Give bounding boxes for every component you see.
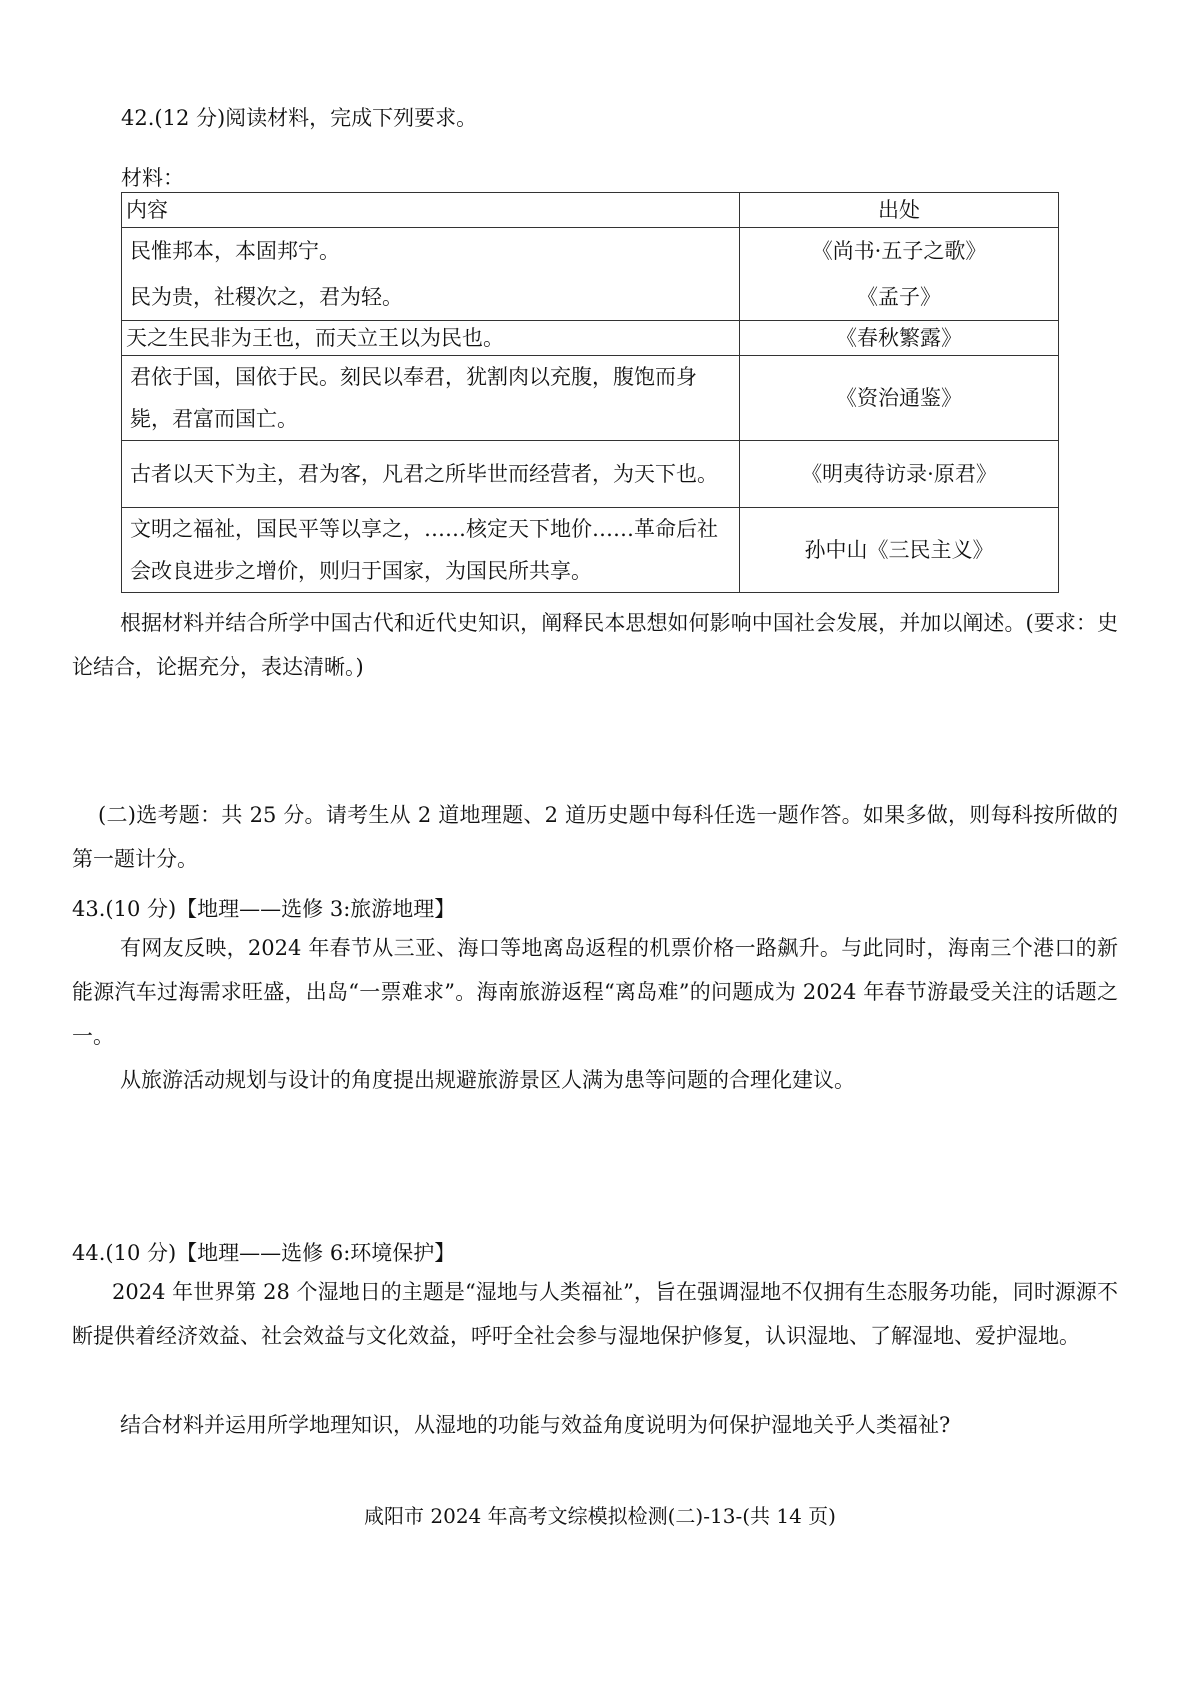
section2-intro: (二)选考题：共 25 分。请考生从 2 道地理题、2 道历史题中每科任选一题作答。如果多做，则每科按所做的第一题计分。	[72, 803, 1118, 871]
material-label: 材料：	[121, 166, 184, 190]
quote-text: 民为贵，社稷次之，君为轻。	[130, 285, 403, 309]
table-cell-source: 《明夷待访录·原君》	[740, 441, 1059, 508]
quote-text: 民惟邦本，本固邦宁。	[130, 239, 340, 263]
page-footer: 咸阳市 2024 年高考文综模拟检测(二)-13-(共 14 页)	[364, 1504, 836, 1528]
table-row	[122, 228, 1059, 321]
table-cell-content: 古者以天下为主，君为客，凡君之所毕世而经营者，为天下也。	[122, 441, 740, 508]
table-cell-source: 《资治通鉴》	[740, 356, 1059, 441]
table-row	[122, 508, 1059, 593]
table-cell-content: 君依于国，国依于民。刻民以奉君，犹割肉以充腹，腹饱而身毙，君富而国亡。	[122, 356, 740, 441]
material-table	[121, 192, 1059, 593]
table-row	[122, 441, 1059, 508]
table-cell-content: 天之生民非为王也，而天立王以为民也。	[122, 321, 740, 356]
q43-passage: 有网友反映，2024 年春节从三亚、海口等地离岛返程的机票价格一路飙升。与此同时，海南三个港口的新能源汽车过海需求旺盛，出岛“一票难求”。海南旅游返程“离岛难”的问题成为 2024 年春节游最受关注的话题之一。	[72, 936, 1118, 1048]
q42-heading: 42.(12 分)阅读材料，完成下列要求。	[121, 106, 478, 130]
table-cell-content	[122, 228, 740, 321]
q44-question: 结合材料并运用所学地理知识，从湿地的功能与效益角度说明为何保护湿地关乎人类福祉?	[120, 1413, 951, 1437]
q44-heading: 44.(10 分)【地理——选修 6:环境保护】	[72, 1241, 456, 1265]
q42-question: 根据材料并结合所学中国古代和近代史知识，阐释民本思想如何影响中国社会发展，并加以阐述。(要求：史论结合，论据充分，表达清晰。)	[72, 611, 1118, 679]
table-row	[122, 321, 1059, 356]
table-row	[122, 356, 1059, 441]
table-header-row	[122, 193, 1059, 228]
q43-question: 从旅游活动规划与设计的角度提出规避旅游景区人满为患等问题的合理化建议。	[120, 1068, 855, 1092]
table-cell-source: 《春秋繁露》	[740, 321, 1059, 356]
source-text: 《尚书·五子之歌》	[811, 239, 987, 263]
table-cell-content: 文明之福祉，国民平等以享之，……核定天下地价……革命后社会改良进步之增价，则归于国家，为国民所共享。	[122, 508, 740, 593]
table-cell-source	[740, 228, 1059, 321]
table-header-source: 出处	[740, 193, 1059, 228]
q44-passage: 2024 年世界第 28 个湿地日的主题是“湿地与人类福祉”，旨在强调湿地不仅拥有生态服务功能，同时源源不断提供着经济效益、社会效益与文化效益，呼吁全社会参与湿地保护修复，认识湿地、了解湿地、爱护湿地。	[72, 1280, 1118, 1348]
table-header-content: 内容	[122, 193, 740, 228]
source-text: 《孟子》	[857, 285, 942, 309]
table-cell-source: 孙中山《三民主义》	[740, 508, 1059, 593]
q43-heading: 43.(10 分)【地理——选修 3:旅游地理】	[72, 897, 456, 921]
